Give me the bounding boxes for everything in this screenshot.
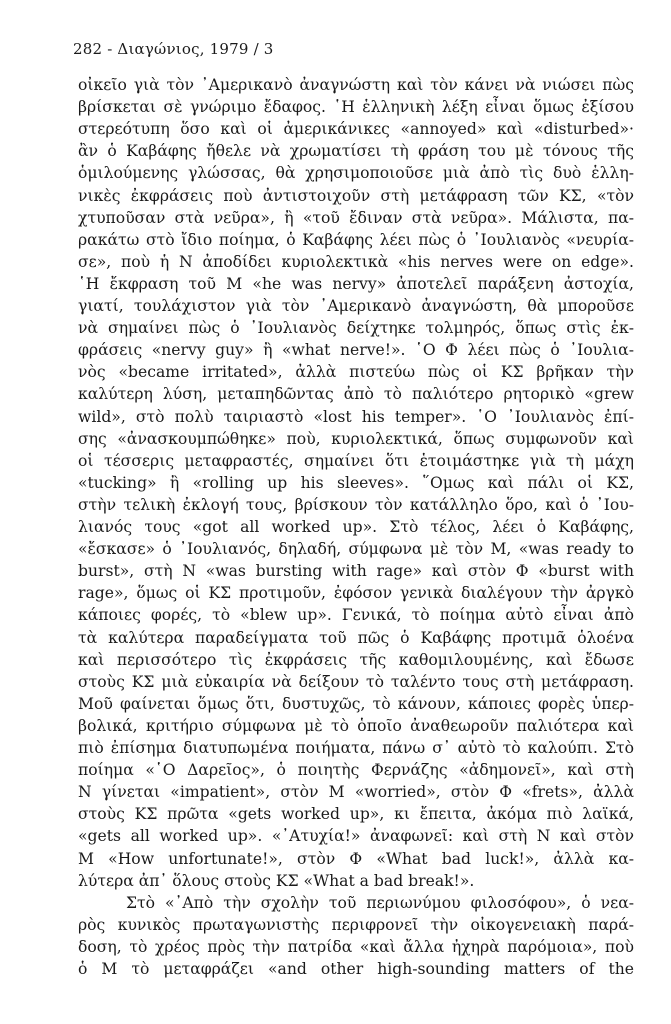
text-line: burst», στὴ Ν «was bursting with rage» καὶ στὸν Φ «burst with — [78, 562, 634, 581]
text-line: γιατί, τουλάχιστον γιὰ τὸν ᾿Αμερικανὸ ἀναγνώστη, θὰ μποροῦσε — [78, 297, 634, 315]
text-line: rage», ὅμως οἱ ΚΣ προτιμοῦν, ἐφόσον γενικὰ διαλέγουν τὴν ἀργκὸ — [78, 584, 634, 603]
text-line: ἂν ὁ Καβάφης ἤθελε νὰ χρωματίσει τὴ φράση του μὲ τόνους τῆς — [78, 142, 634, 161]
page-header: 282 - Διαγώνιος, 1979 / 3 — [73, 40, 274, 58]
text-line: λιανός τους «got all worked up». Στὸ τέλος, λέει ὁ Καβάφης, — [78, 518, 634, 536]
text-line: πιὸ ἐπίσημα διατυπωμένα ποιήματα, πάνω σ᾿ αὐτὸ τὸ καλούπι. Στὸ — [78, 739, 634, 757]
text-line: νικὲς ἐκφράσεις ποὺ ἀντιστοιχοῦν στὴ μετάφραση τῶν ΚΣ, «τὸν — [78, 186, 634, 205]
text-line: σε», ποὺ ἡ Ν ἀποδίδει κυριολεκτικὰ «his nerves were on edge». — [78, 252, 634, 271]
text-line: στερεότυπη ὅσο καὶ οἱ ἀμερικάνικες «annoyed» καὶ «disturbed»· — [78, 120, 634, 139]
text-line: χτυποῦσαν στὰ νεῦρα», ἢ «τοῦ ἔδιναν στὰ νεῦρα». Μάλιστα, πα- — [78, 208, 634, 227]
text-line: «tucking» ἢ «rolling up his sleeves». ῞Ομως καὶ πάλι οἱ ΚΣ, — [78, 473, 634, 492]
text-line: «ἔσκασε» ὁ ᾿Ιουλιανός, δηλαδή, σύμφωνα μὲ τὸν Μ, «was ready to — [78, 540, 634, 559]
text-line: στὴν τελικὴ ἐκλογή τους, βρίσκουν τὸν κατάλληλο ὅρο, καὶ ὁ ᾿Ιου- — [78, 495, 634, 514]
text-line: Στὸ «᾿Απὸ τὴν σχολὴν τοῦ περιωνύμου φιλοσόφου», ὁ νεα- — [126, 893, 634, 912]
text-line: καλύτερη λύση, μεταπηδῶντας ἀπὸ τὸ παλιότερο ρητορικὸ «grew — [78, 385, 634, 404]
text-line: ρὸς κυνικὸς πρωταγωνιστὴς περιφρονεῖ τὴν οἰκογενειακὴ παρά- — [78, 915, 634, 934]
text-line: καὶ περισσότερο τὶς ἐκφράσεις τῆς καθομιλουμένης, καὶ ἔδωσε — [78, 650, 634, 669]
text-line: ὁμιλούμενης γλώσσας, θὰ χρησιμοποιοῦσε μιὰ ἀπὸ τὶς δυὸ ἑλλη- — [78, 164, 634, 183]
text-line: σης «ἀνασκουμπώθηκε» ποὺ, κυριολεκτικά, ὅπως συμφωνοῦν καὶ — [78, 429, 634, 448]
text-line: wild», στὸ πολὺ ταιριαστὸ «lost his temper». ῾Ο ᾿Ιουλιανὸς ἐπί- — [78, 407, 634, 426]
text-line: τὰ καλύτερα παραδείγματα τοῦ πῶς ὁ Καβάφης προτιμᾶ ὁλοένα — [78, 628, 634, 647]
text-line: φράσεις «nervy guy» ἢ «what nerve!». ῾Ο Φ λέει πὼς ὁ ᾿Ιουλια- — [78, 341, 634, 360]
text-line: ρακάτω στὸ ἴδιο ποίημα, ὁ Καβάφης λέει πὼς ὁ ᾿Ιουλιανὸς «νευρία- — [78, 230, 634, 249]
text-line: στοὺς ΚΣ πρῶτα «gets worked up», κι ἔπειτα, ἀκόμα πιὸ λαϊκά, — [78, 805, 634, 824]
text-line: νὸς «became irritated», ἀλλὰ πιστεύω πὼς οἱ ΚΣ βρῆκαν τὴν — [78, 363, 634, 382]
text-line: ῾Η ἔκφραση τοῦ Μ «he was nervy» ἀποτελεῖ παράξενη ἀστοχία, — [78, 274, 634, 293]
text-line: «gets all worked up». «᾿Ατυχία!» ἀναφωνεῖ: καὶ στὴ Ν καὶ στὸν — [78, 827, 634, 846]
text-line: δοση, τὸ χρέος πρὸς τὴν πατρίδα «καὶ ἄλλα ἠχηρὰ παρόμοια», ποὺ — [78, 937, 634, 956]
text-line: στοὺς ΚΣ μιὰ εὐκαιρία νὰ δείξουν τὸ ταλέντο τους στὴ μετάφραση. — [78, 672, 634, 691]
text-line: νὰ σημαίνει πὼς ὁ ᾿Ιουλιανὸς δείχτηκε τολμηρός, ὅπως στὶς ἐκ- — [78, 319, 634, 338]
text-line: βολικά, κριτήριο σύμφωνα μὲ τὸ ὁποῖο ἀναθεωροῦν παλιότερα καὶ — [78, 716, 634, 735]
text-line: οἰκεῖο γιὰ τὸν ᾿Αμερικανὸ ἀναγνώστη καὶ τὸν κάνει νὰ νιώσει πὼς — [78, 76, 634, 94]
text-line: Μ «How unfortunate!», στὸν Φ «What bad luck!», ἀλλὰ κα- — [78, 849, 634, 868]
text-line: ποίημα «῾Ο Δαρεῖος», ὁ ποιητὴς Φερνάζης «ἀδημονεῖ», καὶ στὴ — [78, 761, 634, 780]
text-line: βρίσκεται σὲ γνώριμο ἔδαφος. ῾Η ἑλληνικὴ λέξη εἶναι ὅμως ἐξίσου — [78, 98, 634, 117]
text-line: Μοῦ φαίνεται ὅμως ὅτι, δυστυχῶς, τὸ κάνουν, κάποιες φορὲς ὑπερ- — [78, 694, 634, 713]
text-line: Ν γίνεται «impatient», στὸν Μ «worried», στὸν Φ «frets», ἀλλὰ — [78, 783, 634, 802]
text-line: οἱ τέσσερις μεταφραστές, σημαίνει ὅτι ἑτοιμάστηκε γιὰ τὴ μάχη — [78, 451, 634, 470]
text-line: κάποιες φορές, τὸ «blew up». Γενικά, τὸ ποίημα αὐτὸ εἶναι ἀπὸ — [78, 606, 634, 625]
text-line: ὁ Μ τὸ μεταφράζει «and other high-sounding matters of the — [78, 960, 634, 978]
text-line: λύτερα ἀπ᾿ ὅλους στοὺς ΚΣ «What a bad break!». — [78, 871, 475, 890]
